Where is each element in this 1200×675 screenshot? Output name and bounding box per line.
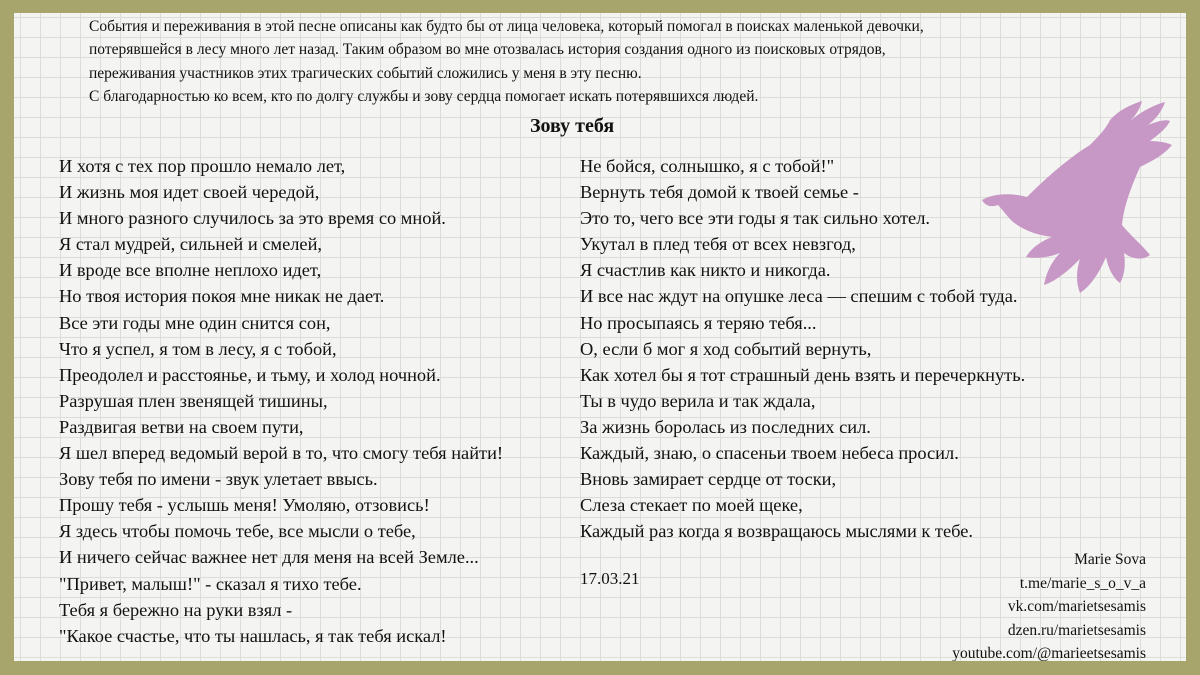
eagle-silhouette: [982, 101, 1172, 293]
poem-line: Но просыпаясь я теряю тебя...: [580, 312, 817, 333]
vk-link[interactable]: vk.com/marietsesamis: [1007, 598, 1146, 615]
poem-line: И ничего сейчас важнее нет для меня на всей Земле...: [59, 547, 479, 568]
poem-left-column: [59, 153, 503, 649]
poem-line: И много разного случилось за это время со мной.: [59, 208, 446, 229]
poem-date: 17.03.21: [580, 569, 640, 588]
paper-sheet: [14, 13, 1186, 661]
intro-line: потерявшейся в лесу много лет назад. Таким образом во мне отозвалась история создания одного из поисковых отрядов,: [89, 41, 886, 59]
poem-line: Я шел вперед ведомый верой в то, что смогу тебя найти!: [59, 443, 504, 464]
poem-line: Укутал в плед тебя от всех невзгод,: [580, 234, 856, 255]
poem-line: Все эти годы мне один снится сон,: [59, 312, 331, 333]
poem-line: Как хотел бы я тот страшный день взять и перечеркнуть.: [580, 364, 1026, 385]
poem-line: Тебя я бережно на руки взял -: [59, 599, 293, 620]
author-name: Marie Sova: [1074, 551, 1146, 568]
intro-line: События и переживания в этой песне описаны как будто бы от лица человека, который помогал в поисках маленькой девочки,: [89, 18, 924, 35]
dzen-link[interactable]: dzen.ru/marietsesamis: [1007, 621, 1146, 639]
poem-line: Но твоя история покоя мне никак не дает.: [59, 286, 385, 307]
poem-line: И все нас ждут на опушке леса — спешим с тобой туда.: [580, 286, 1018, 307]
poem-line: "Привет, малыш!" - сказал я тихо тебе.: [59, 573, 362, 594]
poem-line: Прошу тебя - услышь меня! Умоляю, отзовись!: [59, 495, 430, 516]
poem-line: Вернуть тебя домой к твоей семье -: [580, 182, 859, 203]
poem-line: Не бойся, солнышко, я с тобой!": [580, 156, 835, 176]
poem-line: Каждый, знаю, о спасеньи твоем небеса просил.: [580, 443, 959, 464]
intro-line: С благодарностью ко всем, кто по долгу службы и зову сердца помогает искать потерявшихся людей.: [89, 87, 759, 105]
poem-line: Что я успел, я том в лесу, я с тобой,: [59, 338, 337, 359]
poem-line: О, если б мог я ход событий вернуть,: [580, 338, 872, 359]
eagle-icon: [972, 85, 1172, 295]
poem-right-column: [580, 153, 1025, 544]
poem-line: Раздвигая ветви на своем пути,: [59, 416, 304, 437]
poem-line: Я стал мудрей, сильней и смелей,: [59, 234, 323, 255]
poem-title: Зову тебя: [530, 115, 615, 137]
poem-line: Зову тебя по имени - звук улетает ввысь.: [59, 469, 378, 490]
poem-line: Вновь замирает сердце от тоски,: [580, 469, 837, 490]
youtube-link[interactable]: youtube.com/@marieetsesamis: [952, 645, 1146, 661]
poem-line: И жизнь моя идет своей чередой,: [59, 182, 320, 203]
poem-line: "Какое счастье, что ты нашлась, я так тебя искал!: [59, 625, 447, 646]
author-contacts: [952, 548, 1146, 661]
poem-line: Я счастлив как никто и никогда.: [580, 260, 831, 281]
poem-line: И хотя с тех пор прошло немало лет,: [59, 156, 346, 176]
poem-line: Слеза стекает по моей щеке,: [580, 495, 803, 516]
poem-line: Разрушая плен звенящей тишины,: [59, 390, 328, 411]
poem-line: Я здесь чтобы помочь тебе, все мысли о тебе,: [59, 521, 416, 542]
poem-line: Каждый раз когда я возвращаюсь мыслями к тебе.: [580, 521, 974, 542]
intro-paragraph: [89, 15, 1089, 108]
poem-line: Это то, чего все эти годы я так сильно хотел.: [580, 208, 930, 229]
poem-line: Преодолел и расстоянье, и тьму, и холод ночной.: [59, 364, 441, 385]
intro-line: переживания участников этих трагических событий сложились у меня в эту песню.: [89, 64, 642, 82]
poem-line: Ты в чудо верила и так ждала,: [580, 390, 816, 411]
telegram-link[interactable]: t.me/marie_s_o_v_a: [1019, 574, 1146, 592]
poem-line: И вроде все вполне неплохо идет,: [59, 260, 322, 281]
poem-line: За жизнь боролась из последних сил.: [580, 416, 871, 437]
